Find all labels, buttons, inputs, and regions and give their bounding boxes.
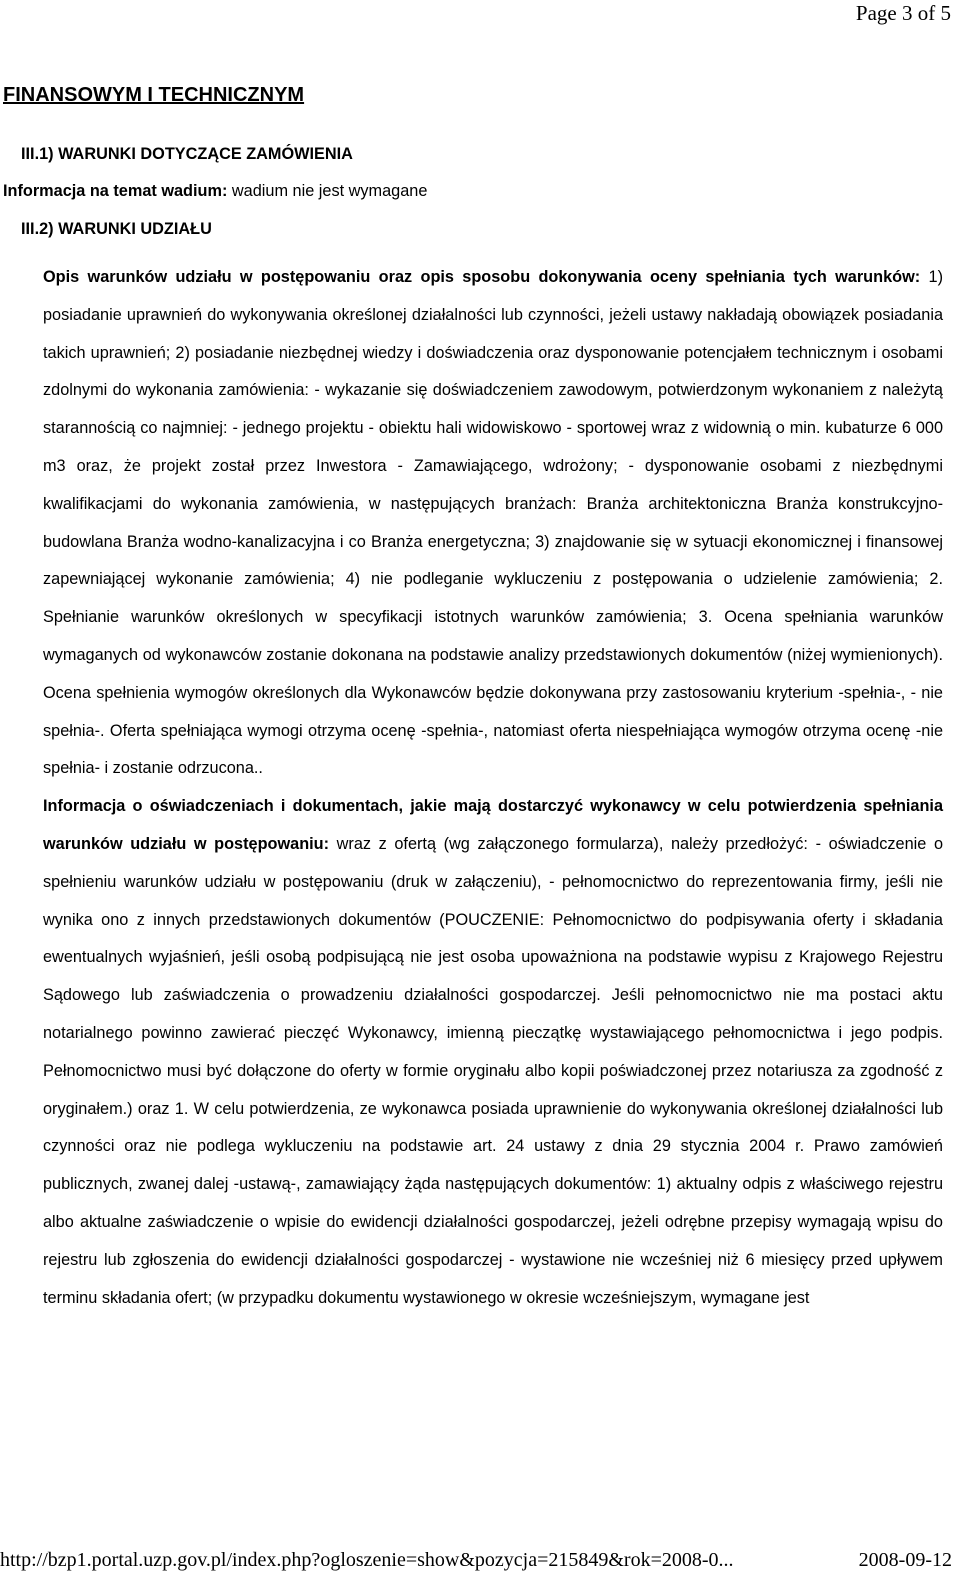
conditions-heading: Opis warunków udziału w postępowaniu oraz opis sposobu dokonywania oceny spełniania tych warunków: xyxy=(43,268,921,286)
documents-paragraph xyxy=(43,788,943,1317)
page-number: Page 3 of 5 xyxy=(855,1,951,25)
footer-url: http://bzp1.portal.uzp.gov.pl/index.php?ogloszenie=show&pozycja=215849&rok=2008-0... xyxy=(0,1549,734,1571)
conditions-text: 1) posiadanie uprawnień do wykonywania określonej działalności lub czynności, jeżeli ustawy nakładają obowiązek posiadania takich uprawnień; 2) posiadanie niezbędnej wiedzy i doświadczenia oraz dysponowanie potencjałem technicznym i osobami zdolnymi do wykonania zamówienia: - wykazanie się doświadczeniem zawodowym, potwierdzonym wykonaniem z należytą starannością co najmniej: - jednego projektu - obiektu hali widowiskowo - sportowej wraz z widownią o min. kubaturze 6 000 m3 oraz, że projekt został przez Inwestora - Zamawiającego, wdrożony; - dysponowanie osobami z niezbędnymi kwalifikacjami do wykonania zamówienia, w następujących branżach: Branża architektoniczna Branża konstrukcyjno-budowlana Branża wodno-kanalizacyjna i co Branża energetyczna; 3) znajdowanie się w sytuacji ekonomicznej i finansowej zapewniającej wykonanie zamówienia; 4) nie podleganie wykluczeniu z postępowania o udzielenie zamówienia; 2. Spełnianie warunków określonych w specyfikacji istotnych warunków zamówienia; 3. Ocena spełniania warunków wymaganych od wykonawców zostanie dokonana na podstawie analizy przedstawionych dokumentów (niżej wymienionych). Ocena spełnienia wymogów określonych dla Wykonawców będzie dokonywana przy zastosowaniu kryterium -spełnia-, - nie spełnia-. Oferta spełniająca wymogi otrzyma ocenę -spełnia-, natomiast oferta niespełniająca wymogów otrzyma ocenę -nie spełnia- i zostanie odrzucona.. xyxy=(43,268,943,778)
documents-heading: Informacja o oświadczeniach i dokumentach, jakie mają dostarczyć wykonawcy w celu potwierdzenia spełniania warunków udziału w postępowaniu: xyxy=(43,797,943,853)
subsection-participation-title: III.2) WARUNKI UDZIAŁU xyxy=(21,220,212,238)
wadium-value: wadium nie jest wymagane xyxy=(227,182,428,200)
wadium-label: Informacja na temat wadium: xyxy=(3,182,228,200)
footer-date: 2008-09-12 xyxy=(858,1549,952,1571)
documents-text: wraz z ofertą (wg załączonego formularza), należy przedłożyć: - oświadczenie o spełnieniu warunków udziału w postępowaniu (druk w załączeniu), - pełnomocnictwo do reprezentowania firmy, jeśli nie wynika ono z innych przedstawionych dokumentów (POUCZENIE: Pełnomocnictwo do podpisywania oferty i składania ewentualnych wyjaśnień, jeśli osobą podpisującą nie jest osoba upoważniona na podstawie wypisu z Krajowego Rejestru Sądowego lub zaświadczenia o prowadzeniu działalności gospodarczej. Jeśli pełnomocnictwo nie ma postaci aktu notarialnego powinno zawierać pieczęć Wykonawcy, imienną pieczątkę wystawiającego pełnomocnictwa i jego podpis. Pełnomocnictwo musi być dołączone do oferty w formie oryginału albo kopii poświadczonej przez notariusza za zgodność z oryginałem.) oraz 1. W celu potwierdzenia, ze wykonawca posiada uprawnienie do wykonywania określonej działalności lub czynności oraz nie podlega wykluczeniu na podstawie art. 24 ustawy z dnia 29 stycznia 2004 r. Prawo zamówień publicznych, zwanej dalej -ustawą-, zamawiający żąda następujących dokumentów: 1) aktualny odpis z właściwego rejestru albo aktualne zaświadczenie o wpisie do ewidencji działalności gospodarczej, jeżeli odrębne przepisy wymagają wpisu do rejestru lub zgłoszenia do ewidencji działalności gospodarczej - wystawione nie wcześniej niż 6 miesięcy przed upływem terminu składania ofert; (w przypadku dokumentu wystawionego w okresie wcześniejszym, wymagane jest xyxy=(43,834,943,1307)
body-text xyxy=(43,259,943,1317)
wadium-info xyxy=(3,181,427,201)
subsection-conditions-title: III.1) WARUNKI DOTYCZĄCE ZAMÓWIENIA xyxy=(21,145,353,163)
conditions-paragraph xyxy=(43,259,943,788)
section-title: FINANSOWYM I TECHNICZNYM xyxy=(3,84,305,106)
